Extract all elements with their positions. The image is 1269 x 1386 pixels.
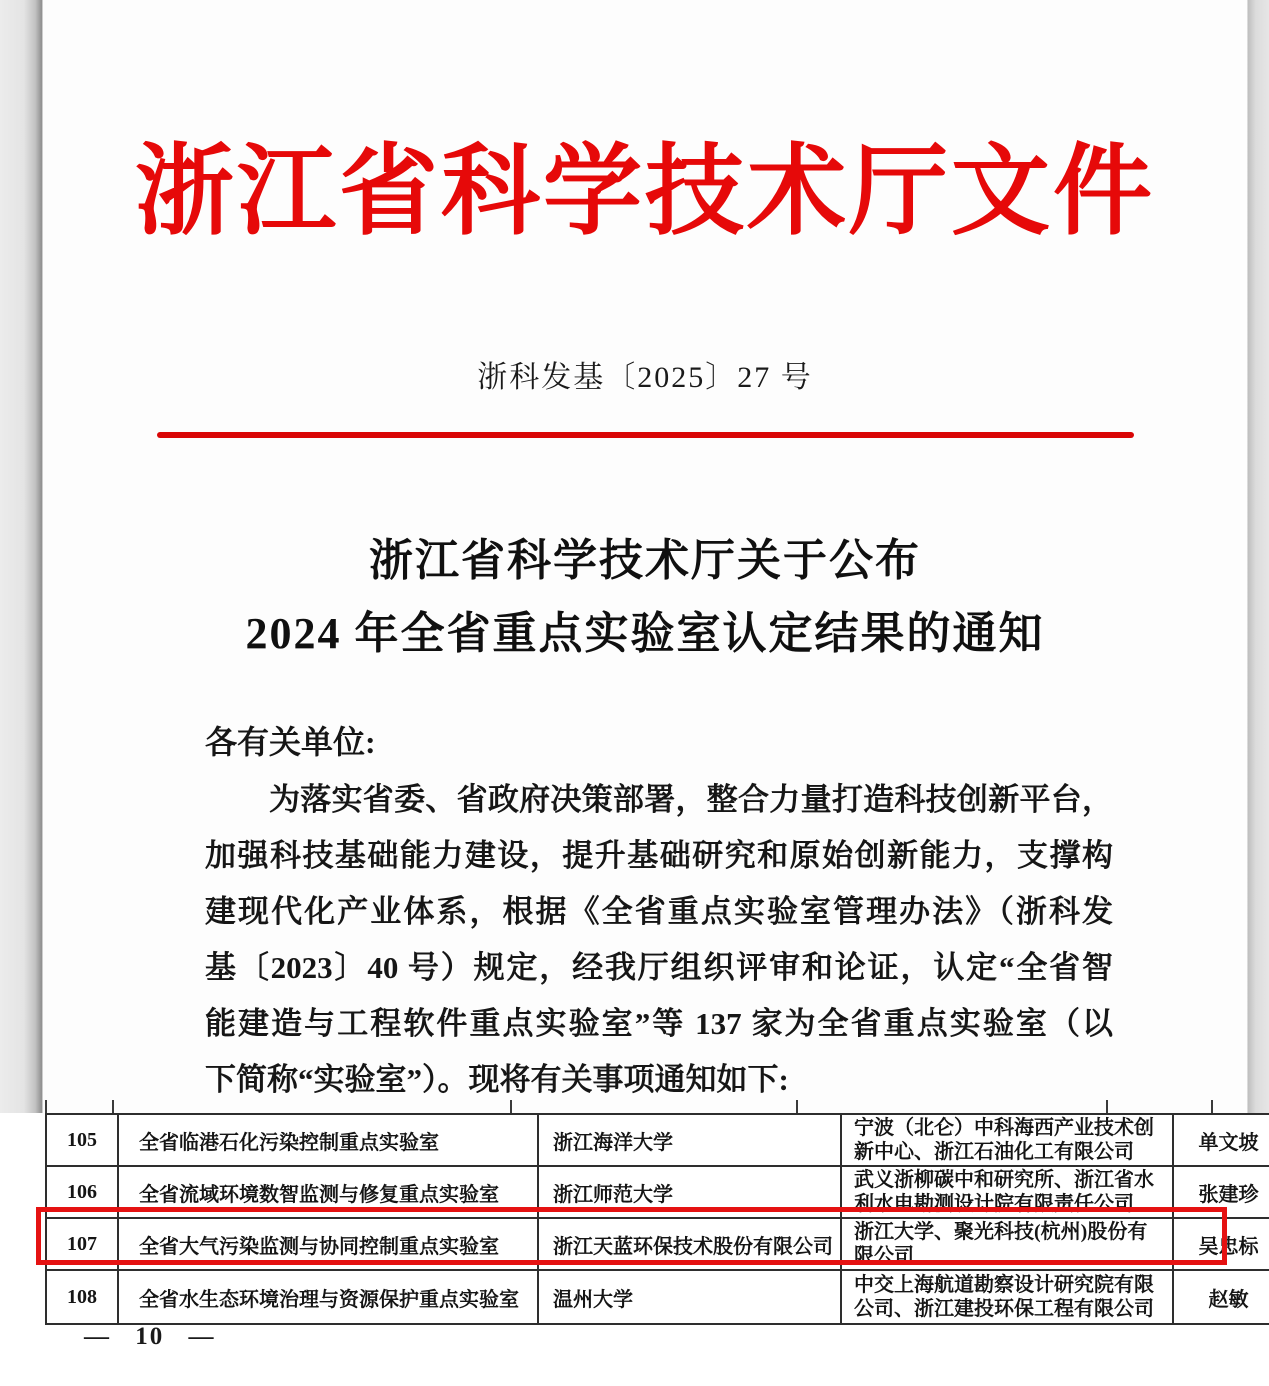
results-table-section [0,1113,1269,1386]
cell-institution: 浙江天蓝环保技术股份有限公司 [538,1218,841,1270]
right-margin-shade [1247,0,1269,1113]
table-column-stub [112,1100,114,1113]
document-number: 浙科发基〔2025〕27 号 [477,361,813,394]
labs-table [45,1113,1269,1325]
cell-no: 105 [46,1114,118,1166]
table-column-stub [796,1100,798,1113]
cell-lab-name: 全省临港石化污染控制重点实验室 [118,1114,538,1166]
left-margin-shade [0,0,43,1113]
table-row-107 [46,1218,1269,1270]
letterhead-title: 浙江省科学技术厅文件 [135,138,1155,247]
cell-partners: 宁波（北仑）中科海西产业技术创新中心、浙江石油化工有限公司 [841,1114,1173,1166]
body-line: 下简称“实验室”）。现将有关事项通知如下: [205,1062,789,1097]
cell-lab-name: 全省大气污染监测与协同控制重点实验室 [118,1218,538,1270]
cell-partners: 浙江大学、聚光科技(杭州)股份有限公司 [841,1218,1173,1270]
body-line: 加强科技基础能力建设，提升基础研究和原始创新能力，支撑构 [205,838,1113,873]
cell-lab-name: 全省流域环境数智监测与修复重点实验室 [118,1166,538,1218]
cell-leader: 吴忠标 [1173,1218,1269,1270]
table-row-105 [46,1114,1269,1166]
cell-institution: 温州大学 [538,1270,841,1324]
table-column-stub [1106,1100,1108,1113]
cell-partners: 武义浙柳碳中和研究所、浙江省水利水电勘测设计院有限责任公司 [841,1166,1173,1218]
cell-no: 108 [46,1270,118,1324]
cell-lab-name: 全省水生态环境治理与资源保护重点实验室 [118,1270,538,1324]
cell-leader: 单文坡 [1173,1114,1269,1166]
notice-title-line2: 2024 年全省重点实验室认定结果的通知 [245,609,1045,658]
red-separator-rule [157,432,1134,438]
table-column-stub [510,1100,512,1113]
cell-no: 106 [46,1166,118,1218]
table-row-108 [46,1270,1269,1324]
cell-leader: 张建珍 [1173,1166,1269,1218]
body-paragraph [205,772,1113,1108]
table-row-106 [46,1166,1269,1218]
salutation: 各有关单位: [205,724,376,760]
body-line: 建现代化产业体系，根据《全省重点实验室管理办法》（浙科发 [205,894,1113,929]
cell-no: 107 [46,1218,118,1270]
body-line: 为落实省委、省政府决策部署，整合力量打造科技创新平台， [269,782,1113,817]
notice-title-line1: 浙江省科学技术厅关于公布 [369,536,921,585]
cell-institution: 浙江海洋大学 [538,1114,841,1166]
page-number: — 10 — [84,1323,216,1350]
table-column-stub [45,1100,47,1113]
body-line: 基〔2023〕40 号）规定，经我厅组织评审和论证，认定“全省智 [205,950,1113,985]
cell-institution: 浙江师范大学 [538,1166,841,1218]
table-column-stub [1211,1100,1213,1113]
body-line: 能建造与工程软件重点实验室”等 137 家为全省重点实验室（以 [205,1006,1113,1041]
cell-leader: 赵敏 [1173,1270,1269,1324]
cell-partners: 中交上海航道勘察设计研究院有限公司、浙江建投环保工程有限公司 [841,1270,1173,1324]
